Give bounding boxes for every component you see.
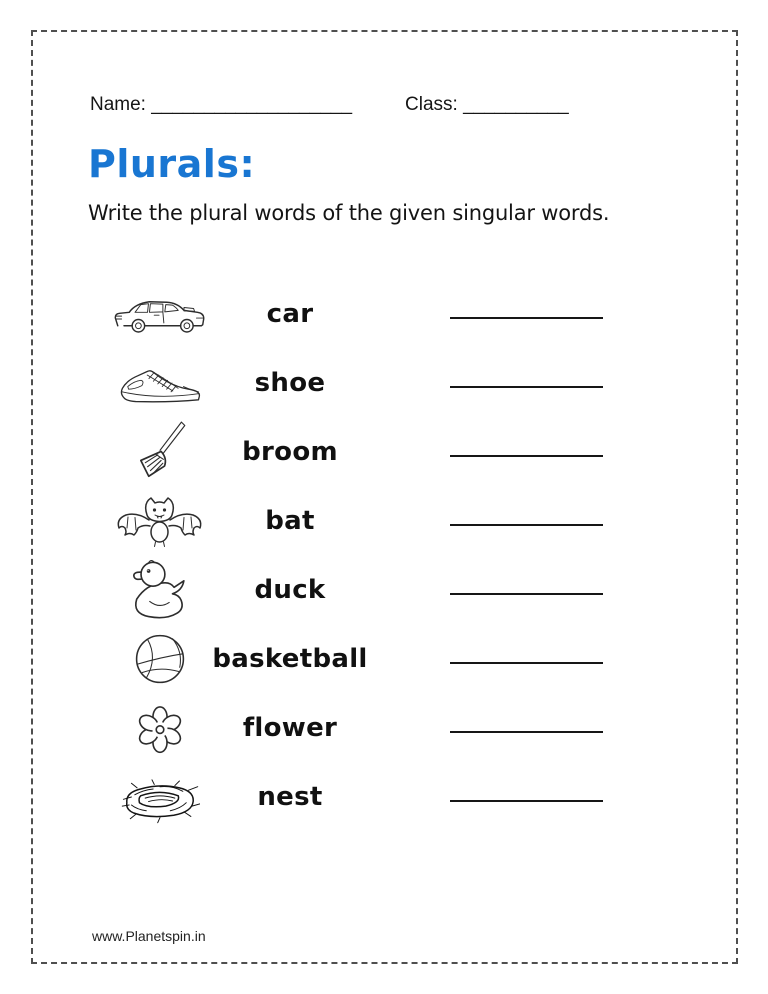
exercise-row-basketball xyxy=(0,624,768,693)
exercise-row-car xyxy=(0,279,768,348)
nest-icon xyxy=(108,762,212,831)
class-label: Class: xyxy=(405,94,458,115)
class-blank-line: __________ xyxy=(463,94,569,115)
answer-blank-nest xyxy=(450,800,603,802)
answer-blank-duck xyxy=(450,593,603,595)
broom-icon xyxy=(108,417,212,486)
exercise-row-duck xyxy=(0,555,768,624)
word-label: broom xyxy=(242,436,338,467)
word-label: bat xyxy=(265,505,315,536)
exercise-row-nest xyxy=(0,762,768,831)
word-label: nest xyxy=(257,781,323,812)
duck-icon xyxy=(108,555,212,624)
answer-blank-shoe xyxy=(450,386,603,388)
exercise-row-broom xyxy=(0,417,768,486)
exercise-row-shoe xyxy=(0,348,768,417)
website-url: www.Planetspin.in xyxy=(92,928,206,944)
shoe-icon xyxy=(108,348,212,417)
basketball-icon xyxy=(108,624,212,693)
answer-blank-car xyxy=(450,317,603,319)
instruction-text: Write the plural words of the given singular words. xyxy=(88,201,610,225)
name-label: Name: xyxy=(90,94,146,115)
word-label: flower xyxy=(242,712,338,743)
name-field xyxy=(90,94,352,116)
name-blank-line: ___________________ xyxy=(151,94,353,115)
answer-blank-flower xyxy=(450,731,603,733)
page-title: Plurals: xyxy=(88,142,256,186)
answer-blank-broom xyxy=(450,455,603,457)
word-label: shoe xyxy=(254,367,326,398)
flower-icon xyxy=(108,693,212,762)
exercise-list xyxy=(0,279,768,831)
word-label: car xyxy=(266,298,314,329)
bat-icon xyxy=(108,486,212,555)
word-label: basketball xyxy=(212,643,368,674)
exercise-row-bat xyxy=(0,486,768,555)
exercise-row-flower xyxy=(0,693,768,762)
car-icon xyxy=(108,279,212,348)
answer-blank-basketball xyxy=(450,662,603,664)
class-field xyxy=(405,94,569,116)
answer-blank-bat xyxy=(450,524,603,526)
word-label: duck xyxy=(254,574,326,605)
